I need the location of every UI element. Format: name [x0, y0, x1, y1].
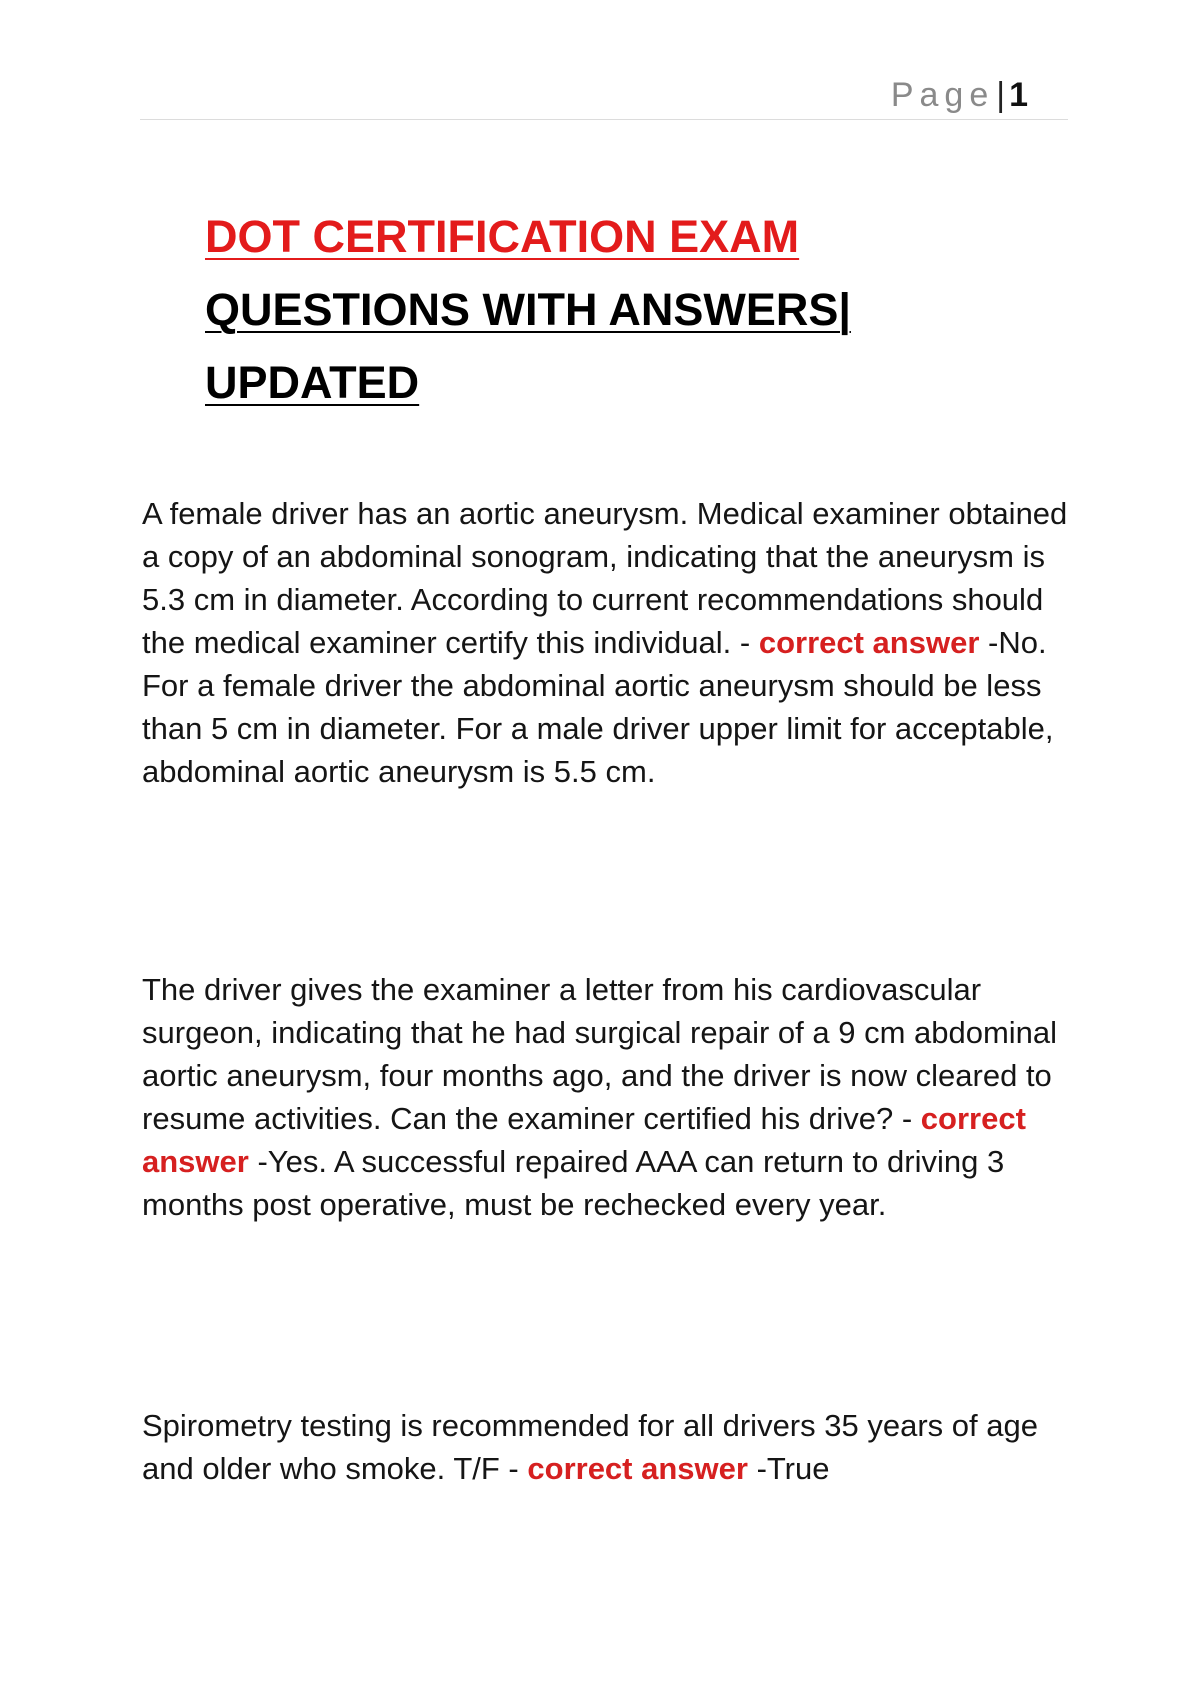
- title-line-2: QUESTIONS WITH ANSWERS|: [205, 284, 851, 335]
- correct-answer-label: correct answer: [527, 1451, 748, 1486]
- page-label: Page: [890, 76, 995, 114]
- page-number-value: 1: [1009, 76, 1028, 114]
- correct-answer-label: correct answer: [758, 625, 980, 660]
- title-line-3: UPDATED: [205, 357, 420, 408]
- answer-text: -No. For a female driver the abdominal aortic aneurysm should be less than 5 cm in diameter. For a male driver upper limit for acceptable, abdominal aortic aneurysm is 5.5 cm.: [142, 625, 1054, 789]
- question-text: The driver gives the examiner a letter from his cardiovascular surgeon, indicating that he had surgical repair of a 9 cm abdominal aortic aneurysm, four months ago, and the driver is now cleared to resume activities. Can the examiner certified his drive? -: [142, 972, 1058, 1136]
- qa-item: [142, 492, 1072, 793]
- title-line-1: DOT CERTIFICATION EXAM: [205, 211, 800, 262]
- page-separator: |: [996, 76, 1006, 114]
- document-title: [205, 200, 1025, 419]
- question-text: Spirometry testing is recommended for all drivers 35 years of age and older who smoke. T/F -: [142, 1408, 1038, 1486]
- correct-answer-label: correct answer: [142, 1101, 1026, 1179]
- page-number: [891, 78, 1028, 112]
- qa-item: [142, 968, 1072, 1226]
- answer-text: -Yes. A successful repaired AAA can return to driving 3 months post operative, must be rechecked every year.: [142, 1144, 1005, 1222]
- page-header: [140, 72, 1068, 120]
- answer-text: -True: [756, 1451, 830, 1486]
- qa-item: [142, 1404, 1072, 1490]
- question-text: A female driver has an aortic aneurysm. Medical examiner obtained a copy of an abdominal sonogram, indicating that the aneurysm is 5.3 cm in diameter. According to current recommendations should the medical examiner certify this individual. -: [142, 496, 1068, 660]
